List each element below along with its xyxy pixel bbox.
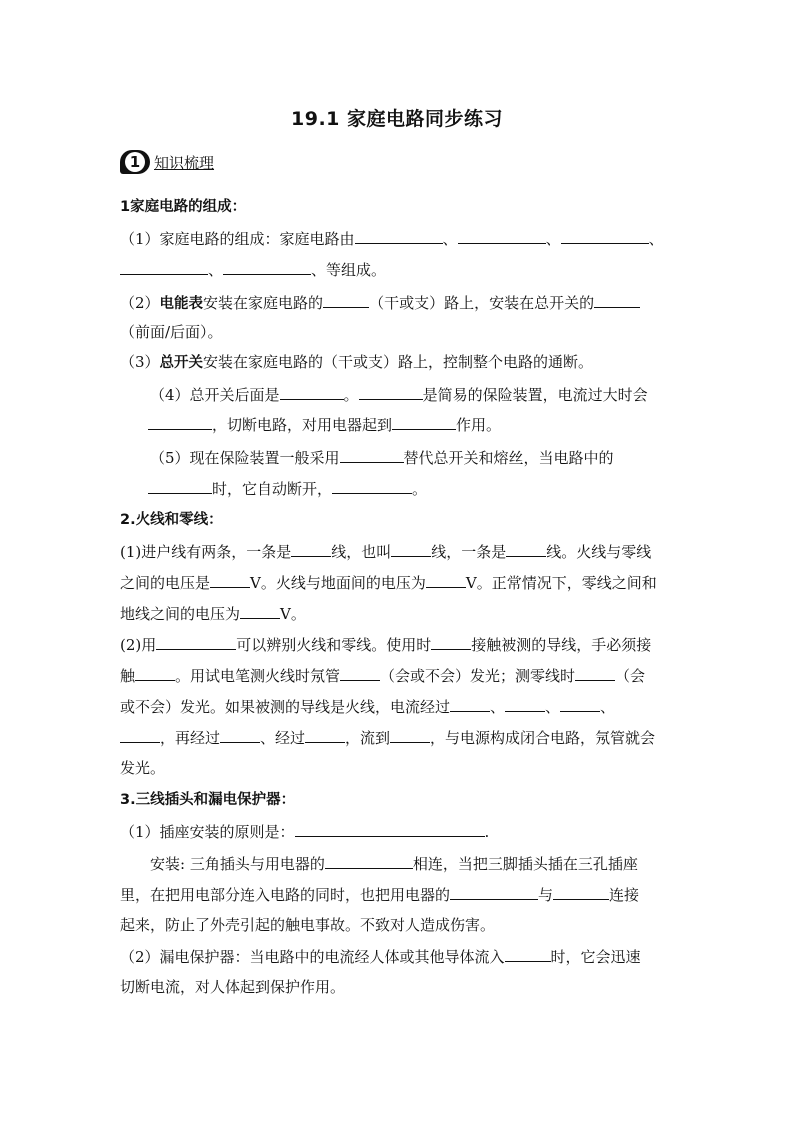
answer-blank[interactable] (426, 572, 466, 588)
text-line: ，再经过 、经过 ，流到 ，与电源构成闭合电路，氖管就会 (120, 727, 655, 748)
answer-blank[interactable] (458, 228, 546, 244)
text-line: (1)进户线有两条，一条是 线，也叫 线，一条是 线。火线与零线 (120, 543, 652, 561)
text-line: （3）总开关安装在家庭电路的（干或支）路上，控制整个电路的通断。 (120, 353, 594, 371)
text-line: 发光。 (120, 759, 166, 777)
text-line: （1）插座安装的原则是： . (120, 823, 490, 841)
answer-blank[interactable] (332, 478, 412, 494)
answer-blank[interactable] (148, 414, 212, 430)
answer-blank[interactable] (553, 884, 609, 900)
answer-blank[interactable] (505, 696, 545, 712)
text-line: 起来，防止了外壳引起的触电事故。不致对人造成伤害。 (120, 916, 496, 934)
answer-blank[interactable] (120, 727, 160, 743)
text-line: （4）总开关后面是 。 是简易的保险装置，电流过大时会 (150, 386, 648, 404)
answer-blank[interactable] (280, 384, 344, 400)
answer-blank[interactable] (594, 292, 640, 308)
answer-blank[interactable] (340, 665, 380, 681)
answer-blank[interactable] (575, 665, 615, 681)
answer-blank[interactable] (391, 541, 431, 557)
text-line: 安装: 三角插头与用电器的 相连，当把三脚插头插在三孔插座 (150, 855, 638, 873)
answer-blank[interactable] (561, 228, 649, 244)
text-line: 之间的电压是 V。火线与地面间的电压为 V。正常情况下，零线之间和 (120, 574, 657, 592)
answer-blank[interactable] (450, 884, 538, 900)
text-line: 或不会）发光。如果被测的导线是火线，电流经过 、 、 、 (120, 698, 616, 716)
text-line: 时，它自动断开， 。 (148, 478, 427, 499)
section-number-badge: 1 (120, 150, 150, 174)
page-title: 19.1 家庭电路同步练习 (291, 108, 503, 130)
answer-blank[interactable] (340, 447, 404, 463)
text-line: （2）漏电保护器：当电路中的电流经人体或其他导体流入 时，它会迅速 (120, 948, 641, 966)
answer-blank[interactable] (506, 541, 546, 557)
answer-blank[interactable] (431, 634, 471, 650)
answer-blank[interactable] (390, 727, 430, 743)
section-header (120, 148, 214, 176)
heading-live-neutral-wire: 2.火线和零线： (120, 512, 223, 528)
text-line: （2）电能表安装在家庭电路的 （干或支）路上，安装在总开关的 (120, 292, 640, 314)
text-line: 、 、等组成。 (120, 259, 386, 280)
answer-blank[interactable] (120, 259, 208, 275)
answer-blank[interactable] (220, 727, 260, 743)
heading-household-circuit: 1家庭电路的组成： (120, 199, 247, 215)
text-line: （前面/后面）。 (120, 323, 223, 341)
answer-blank[interactable] (325, 853, 413, 869)
section-label: 知识梳理 (154, 153, 215, 172)
answer-blank[interactable] (135, 665, 175, 681)
text-line: (2)用 可以辨别火线和零线。使用时 接触被测的导线，手必须接 (120, 636, 652, 654)
answer-blank[interactable] (148, 478, 212, 494)
text-line: 里，在把用电部分连入电路的同时，也把用电器的 与 连接 (120, 886, 640, 904)
text-line: 切断电流，对人体起到保护作用。 (120, 978, 346, 996)
text-line: ，切断电路，对用电器起到 作用。 (148, 414, 501, 435)
answer-blank[interactable] (392, 414, 456, 430)
answer-blank[interactable] (359, 384, 423, 400)
text-line: 触 。用试电笔测火线时氖管 （会或不会）发光；测零线时 （会 (120, 667, 646, 685)
answer-blank[interactable] (240, 603, 280, 619)
answer-blank[interactable] (156, 634, 236, 650)
answer-blank[interactable] (210, 572, 250, 588)
answer-blank[interactable] (323, 292, 369, 308)
answer-blank[interactable] (505, 946, 551, 962)
answer-blank[interactable] (223, 259, 311, 275)
text-line: （1）家庭电路的组成：家庭电路由 、 、 、 (120, 230, 664, 248)
heading-three-wire-plug: 3.三线插头和漏电保护器： (120, 792, 296, 808)
answer-blank[interactable] (450, 696, 490, 712)
answer-blank[interactable] (355, 228, 443, 244)
text-line: 地线之间的电压为 V。 (120, 605, 306, 623)
text-line: （5）现在保险装置一般采用 替代总开关和熔丝，当电路中的 (150, 449, 614, 467)
answer-blank[interactable] (291, 541, 331, 557)
answer-blank[interactable] (295, 821, 485, 837)
answer-blank[interactable] (560, 696, 600, 712)
answer-blank[interactable] (305, 727, 345, 743)
